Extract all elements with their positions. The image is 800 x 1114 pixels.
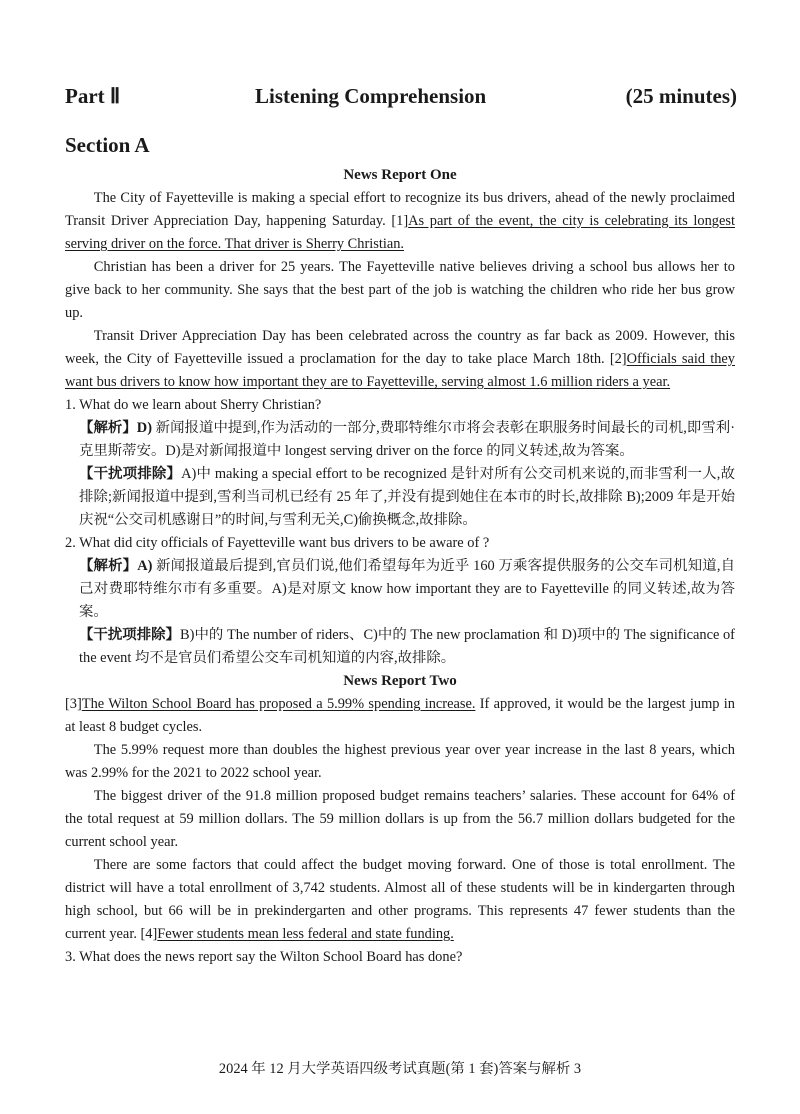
text: Transit Driver Appreciation Day has been celebrated across the country as far back as 2009. However, this week, the City of Fayetteville issued a proclamation for the day to take place March 18th. bbox=[65, 328, 735, 367]
report-one-paragraph-1 bbox=[65, 187, 735, 256]
distractor-text: A)中 making a special effort to be recognized 是针对所有公交司机来说的,而非雪利一人,故排除;新闻报道中提到,雪利当司机已经有 25 年了,并没有提到她住在本市的时长,故排除 B);2009 年是开始庆祝“公交司机感谢日”的时间,与雪利无关,C)偷换概念,故排除。 bbox=[79, 466, 735, 528]
report-one-title: News Report One bbox=[343, 167, 457, 183]
analysis-text: 新闻报道中提到,作为活动的一部分,费耶特维尔市将会表彰在职服务时间最长的司机,即雪利·克里斯蒂安。D)是对新闻报道中 longest serving driver on the force 的同义转述,故为答案。 bbox=[79, 420, 736, 459]
question-2-distractors bbox=[79, 624, 735, 670]
analysis-text: 新闻报道最后提到,官员们说,他们希望每年为近乎 160 万乘客提供服务的公交车司机知道,自己对费耶特维尔市有多重要。A)是对原文 know how important they are to Fayetteville 的同义转述,故为答案。 bbox=[79, 558, 735, 620]
distractor-tag: 【干扰项排除】 bbox=[79, 466, 182, 482]
part-label: Part Ⅱ bbox=[65, 84, 121, 108]
part-heading bbox=[65, 84, 737, 112]
distractor-text: B)中的 The number of riders、C)中的 The new proclamation 和 D)项中的 The significance of the event 均不是官员们希望公交车司机知道的内容,故排除。 bbox=[79, 627, 735, 666]
question-3: 3. What does the news report say the Wilton School Board has done? bbox=[65, 949, 463, 965]
part-time: (25 minutes) bbox=[625, 84, 737, 108]
marker: [3] bbox=[65, 696, 82, 712]
document-body bbox=[65, 164, 735, 969]
marker: [1] bbox=[391, 213, 409, 229]
part-title: Listening Comprehension bbox=[255, 84, 487, 108]
report-one-paragraph-3 bbox=[65, 325, 735, 394]
text: There are some factors that could affect the budget moving forward. One of those is total enrollment. The district will have a total enrollment of 3,742 students. Almost all of these students will be in kindergarten through high school, but 66 will be in prekindergarten and other programs. This represents 47 fewer students than the current year. bbox=[65, 857, 735, 942]
analysis-tag: 【解析】D) bbox=[79, 420, 152, 436]
analysis-tag: 【解析】A) bbox=[79, 558, 153, 574]
section-title: Section A bbox=[65, 133, 150, 157]
report-two-paragraph-4 bbox=[65, 854, 735, 946]
underlined-text: The Wilton School Board has proposed a 5.99% spending increase. bbox=[81, 696, 476, 712]
text: The City of Fayetteville is making a special effort to recognize its bus drivers, ahead of the newly proclaimed Transit Driver Appreciation Day, happening Saturday. bbox=[65, 190, 735, 229]
question-1-distractors bbox=[79, 463, 735, 532]
text: If approved, it would be the largest jump in at least 8 budget cycles. bbox=[65, 696, 735, 735]
report-two-paragraph-2: The 5.99% request more than doubles the highest previous year over year increase in the last 8 years, which was 2.99% for the 2021 to 2022 school year. bbox=[65, 742, 735, 781]
underlined-text: Fewer students mean less federal and state funding. bbox=[157, 926, 454, 942]
report-one-paragraph-2: Christian has been a driver for 25 years. The Fayetteville native believes driving a school bus allows her to give back to her community. She says that the best part of the job is watching the children who ride her bus grow up. bbox=[65, 259, 735, 321]
underlined-text: As part of the event, the city is celebrating its longest serving driver on the force. That driver is Sherry Christian. bbox=[65, 213, 735, 252]
distractor-tag: 【干扰项排除】 bbox=[79, 627, 181, 643]
marker: [4] bbox=[140, 926, 158, 942]
report-two-paragraph-1 bbox=[65, 693, 735, 739]
underlined-text: Officials said they want bus drivers to know how important they are to Fayetteville, serving almost 1.6 million riders a year. bbox=[65, 351, 735, 390]
question-2: 2. What did city officials of Fayetteville want bus drivers to be aware of ? bbox=[65, 535, 490, 551]
marker: [2] bbox=[609, 351, 627, 367]
page-footer: 2024 年 12 月大学英语四级考试真题(第 1 套)答案与解析 3 bbox=[218, 1061, 582, 1077]
question-2-analysis bbox=[79, 555, 735, 624]
question-1-analysis bbox=[79, 417, 735, 463]
report-two-title: News Report Two bbox=[343, 673, 457, 689]
question-1: 1. What do we learn about Sherry Christian? bbox=[65, 397, 322, 413]
report-two-paragraph-3: The biggest driver of the 91.8 million proposed budget remains teachers’ salaries. These account for 64% of the total request at 59 million dollars. The 59 million dollars is up from the 56.7 million dollars budgeted for the current school year. bbox=[65, 788, 735, 850]
